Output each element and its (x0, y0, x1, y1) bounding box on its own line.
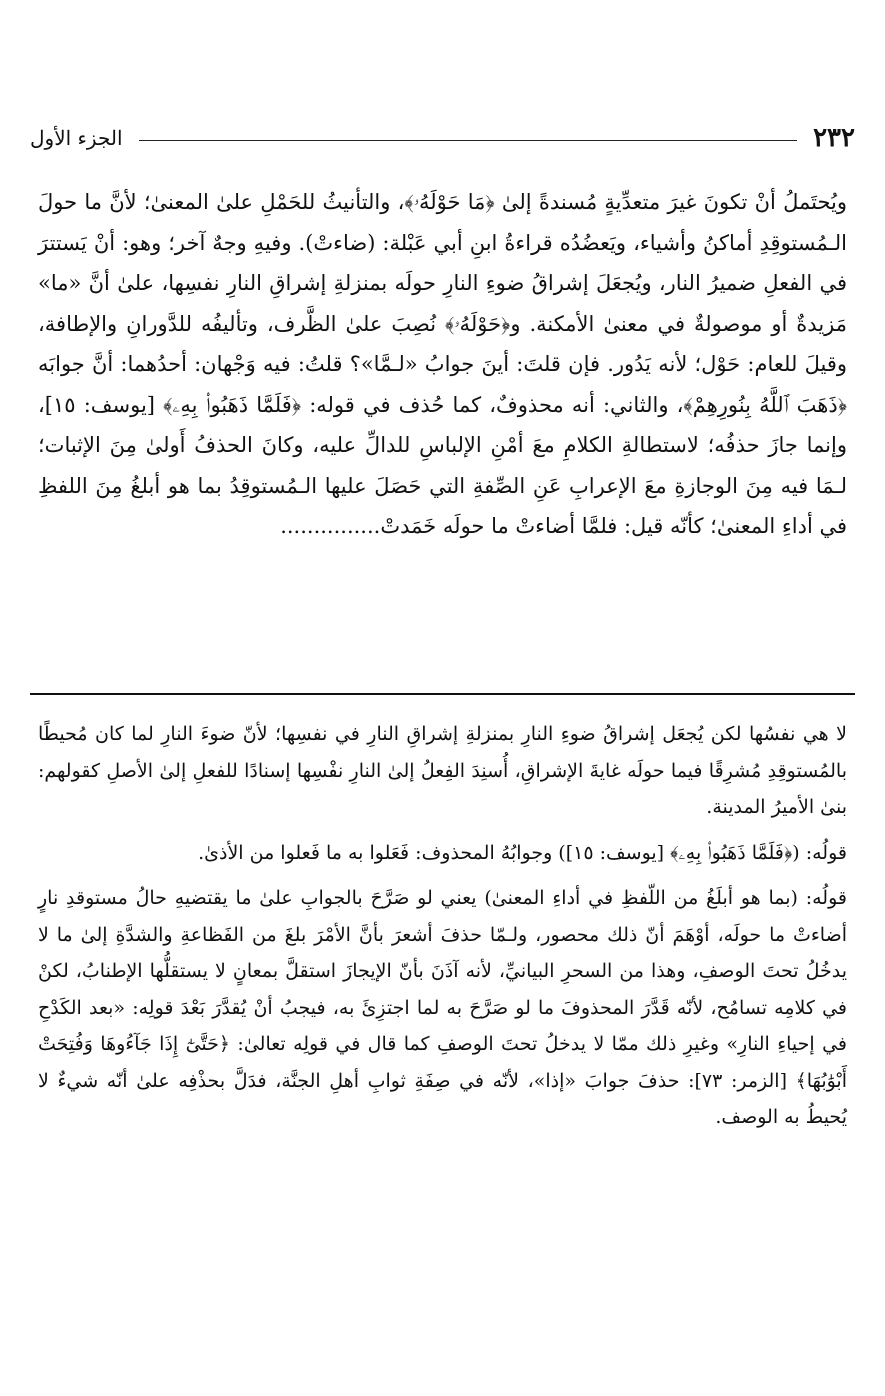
header-rule (139, 140, 798, 141)
note-paragraph: لا هي نفسُها لكن يُجعَل إشراقُ ضوءِ النارِ بمنزلةِ إشراقِ النارِ في نفسِها؛ لأنّ ضوءَ النارِ لما كان مُحيطًا بالمُستوقِدِ مُشرِقًا فيما حولَه غايةَ الإشراقِ، أُسنِدَ الفِعلُ إلىٰ النارِ نفْسِها إسنادًا للفعلِ إلىٰ الأصلِ كقولهم: بنىٰ الأميرُ المدينة. (38, 723, 847, 818)
page-number: ٢٣٢ (813, 123, 855, 153)
page-header (30, 120, 855, 156)
footnote-divider (30, 693, 855, 695)
part-title: الجزء الأول (30, 126, 123, 150)
commentary-notes (38, 716, 847, 1145)
note-paragraph: قولُه: (﴿فَلَمَّا ذَهَبُوا۟ بِهِۦ﴾ [يوسف: ١٥]) وجوابُهُ المحذوف: فَعَلوا به ما فَعلوا من الأذىٰ. (198, 841, 847, 864)
main-text (38, 182, 847, 547)
note-paragraph: قولُه: (بما هو أبلَغُ من اللّفظِ في أداءِ المعنىٰ) يعني لو صَرَّحَ بالجوابِ علىٰ ما يقتضيهِ حالُ مستوقدِ نارٍ أضاءتْ ما حولَه، أوْهَمَ أنّ ذلك محصور، ولـمّا حذفَ أشعرَ بأنَّ الأمْرَ بلغَ من الفَظاعةِ والشدَّةِ إلىٰ ما لا يدخُلُ تحتَ الوصفِ، وهذا من السحرِ البيانيِّ، لأنه آذَنَ بأنّ الإيجازَ استقلَّ بمعانٍ لا يستقلُّها الإطنابُ، لكنْ في كلامِه تسامُح، لأنّه قَدَّرَ المحذوفَ ما لو صَرَّحَ به لما اجتزِئَ به، فيجبُ أنْ يُقدَّرَ بَعْدَ قولِه: «بعد الكَدْحِ في إحياءِ النارِ» وغيرِ ذلك ممّا لا يدخلُ تحتَ الوصفِ كما قال في قولِه تعالىٰ: ﴿حَتَّىٰٓ إِذَا جَآءُوهَا وَفُتِحَتْ أَبْوَٰبُهَا﴾ [الزمر: ٧٣]: حذفَ جوابَ «إذا»، لأنّه في صِفَةِ ثوابِ أهلِ الجنَّة، فدَلَّ بحذْفِه علىٰ أنّه شيءٌ لا يُحيطُ به الوصف. (38, 887, 847, 1128)
main-paragraph: ويُحتَملُ أنْ تكونَ غيرَ متعدِّيةٍ مُسندةً إلىٰ ﴿مَا حَوْلَهُۥ﴾، والتأنيثُ للحَمْلِ علىٰ المعنىٰ؛ لأنَّ ما حولَ الـمُستوقِدِ أماكنُ وأشياء، ويَعضُدُه قراءةُ ابنِ أبي عَبْلة: (ضاءتْ). وفيهِ وجهٌ آخر؛ وهو: أنْ يَستترَ في الفعلِ ضميرُ النار، ويُجعَلَ إشراقُ ضوءِ النارِ حولَه بمنزلةِ إشراقِ النارِ نفسِها، علىٰ أنَّ «ما» مَزيدةٌ أو موصولةٌ في معنىٰ الأمكنة. و﴿حَوْلَهُۥ﴾ نُصِبَ علىٰ الظَّرف، وتأليفُه للدَّورانِ والإطافة، وقيلَ للعام: حَوْل؛ لأنه يَدُور. فإن قلتَ: أينَ جوابُ «لـمَّا»؟ قلتُ: فيه وَجْهان: أحدُهما: أنَّ جوابَه ﴿ذَهَبَ ٱللَّهُ بِنُورِهِمْ﴾، والثاني: أنه محذوفٌ، كما حُذف في قوله: ﴿فَلَمَّا ذَهَبُوا۟ بِهِۦ﴾ [يوسف: ١٥]، وإنما جازَ حذفُه؛ لاستطالةِ الكلامِ معَ أمْنِ الإلباسِ للدالِّ عليه، وكانَ الحذفُ أَولىٰ مِنَ الإثبات؛ لـمَا فيه مِنَ الوجازةِ معَ الإعرابِ عَنِ الصِّفةِ التي حَصَلَ عليها الـمُستوقِدُ بما هو أبلغُ مِنَ اللفظِ في أداءِ المعنىٰ؛ كأنّه قيل: فلمَّا أضاءتْ ما حولَه خَمَدتْ............... (38, 190, 847, 538)
